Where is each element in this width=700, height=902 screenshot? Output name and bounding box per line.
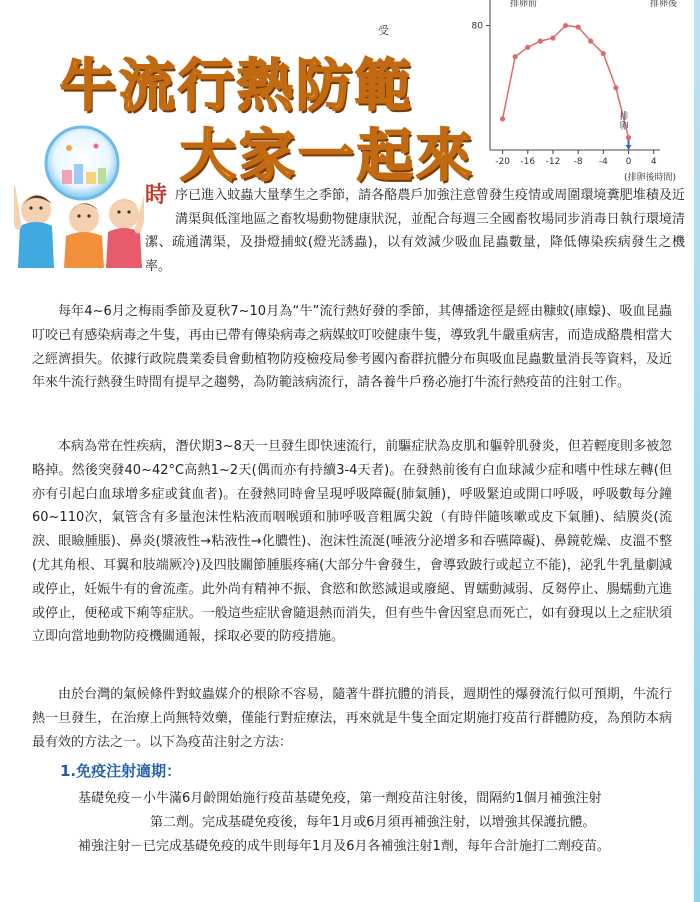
intro-paragraph xyxy=(145,184,685,278)
chart-header-pre: 排卵前 xyxy=(510,0,538,9)
chart-header-post: 排卵後 xyxy=(650,0,678,9)
chart-x-tick-label: -8 xyxy=(573,157,583,167)
chart-ovulation-arrow-head xyxy=(626,145,632,150)
chart-data-point xyxy=(550,35,555,40)
chart-data-point xyxy=(601,51,606,56)
chart-data-point xyxy=(525,45,530,50)
children-globe-illustration xyxy=(14,118,144,268)
chart-series-line xyxy=(503,26,629,138)
chart-x-tick-label: -20 xyxy=(495,157,510,167)
chart-data-point xyxy=(513,54,518,59)
chart-data-point xyxy=(500,116,505,121)
chart-data-point xyxy=(588,39,593,44)
chart-x-tick-label: -12 xyxy=(545,157,561,167)
chart-data-point xyxy=(563,23,568,28)
chart-data-point xyxy=(538,39,543,44)
chart-x-tick-label: 0 xyxy=(625,157,632,167)
basic-immunization-line-2: 第二劑。完成基礎免疫後，每年1月或6月須再補強注射，以增強其保護抗體。 xyxy=(150,815,596,830)
chart-x-caption: (排卵後時間) xyxy=(624,173,677,183)
chart-y-tick-label: 80 xyxy=(471,21,483,32)
chart-data-point xyxy=(576,25,581,30)
chart-data-point xyxy=(626,135,631,140)
page-title-line-1: 牛流行熱防範 xyxy=(60,54,414,119)
paragraph-season: 每年4~6月之梅雨季節及夏秋7~10月為“牛”流行熱好發的季節，其傳播途徑是經由糠蚊(庫蠓)、吸血昆蟲叮咬已有感染病毒之牛隻，再由已帶有傳染病毒之病媒蚊叮咬健康牛隻，導致乳牛嚴重病害，而造成酪農相當大之經濟損失。依據行政院農業委員會動植物防疫檢疫局參考國內畜群抗體分布與吸血昆蟲數量消長等資料，及近年來牛流行熱發生時間有提早之趨勢，為防範該病流行，請各養牛戶務必施打牛流行熱疫苗的注射工作。 xyxy=(32,304,672,391)
chart-ovulation-marker-label: 排卵 xyxy=(619,112,629,132)
chart-x-tick-label: -4 xyxy=(598,157,608,167)
booster-text: 補強注射－已完成基礎免疫的成牛則每年1月及6月各補強注射1劑，每年合計施打二劑疫苗。 xyxy=(78,839,610,854)
intro-dropcap: 時 xyxy=(145,183,168,208)
chart-data-point xyxy=(613,85,618,90)
page-title-line-2: 大家一起來 xyxy=(180,124,475,189)
intro-text: 序已進入蚊蟲大量孳生之季節，請各酪農戶加強注意曾發生疫情或周圍環境糞肥堆積及近溝渠與低漥地區之畜牧場動物健康狀況，並配合每週三全國畜牧場同步消毒日執行環境清潔、疏通溝渠，及掛燈捕蚊(燈光誘蟲)，以有效減少吸血昆蟲數量，降低傳染疾病發生之機率。 xyxy=(145,188,685,274)
chart-y-label: 受 xyxy=(378,24,389,37)
chart-x-tick-label: -16 xyxy=(520,157,536,167)
paragraph-prevention: 由於台灣的氣候條件對蚊蟲媒介的根除不容易，隨著牛群抗體的消長，週期性的爆發流行似可預期，牛流行熱一旦發生，在治療上尚無特效藥，僅能行對症療法，再來就是牛隻全面定期施打疫苗行群體防疫，為預防本病最有效的方法之一。以下為疫苗注射之方法： xyxy=(32,687,672,750)
chart-x-tick-label: 4 xyxy=(650,157,657,167)
paragraph-symptoms: 本病為常在性疾病，潛伏期3~8天一旦發生即快速流行，前驅症狀為皮肌和軀幹肌發炎，但若輕度則多被忽略掉。然後突發40~42°C高熱1~2天(偶而亦有持續3-4天者)。在發熱前後有白血球減少症和嗜中性球左轉(但亦有引起白血球增多症或貧血者)。在發熱同時會呈現呼吸障礙(肺氣腫)，呼吸緊迫或開口呼吸，呼吸數每分鐘60~110次，氣管含有多量泡沫性粘液而咽喉頭和肺呼吸音粗厲尖銳（有時伴隨咳嗽或皮下氣腫)、結膜炎(流淚、眼瞼腫脹)、鼻炎(漿液性→粘液性→化膿性)、泡沫性流涎(唾液分泌增多和吞嚥障礙)、鼻鏡乾燥、皮溫不整(尤其角根、耳翼和肢端厥冷)及四肢關節腫脹疼痛(大部分牛會發生，會導致跛行或起立不能)，泌乳牛乳量劇減或停止，妊娠牛有的會流產。此外尚有精神不振、食慾和飲慾減退或廢絕、胃蠕動減弱、反芻停止、腸蠕動亢進或停止，便秘或下痢等症狀。一般這些症狀會隨退熱而消失，但有些牛會因窒息而死亡，如有發現以上之症狀須立即向當地動物防疫機關通報，採取必要的防疫措施。 xyxy=(32,439,672,645)
list-item-booster xyxy=(78,835,678,859)
section-title-immunization: 1.免疫注射適期： xyxy=(60,762,182,780)
basic-immunization-line-1: 基礎免疫－小牛滿6月齡開始施行疫苗基礎免疫，第一劑疫苗注射後，間隔約1個月補強注射 xyxy=(78,791,602,806)
list-item-basic-immunization xyxy=(78,787,678,835)
